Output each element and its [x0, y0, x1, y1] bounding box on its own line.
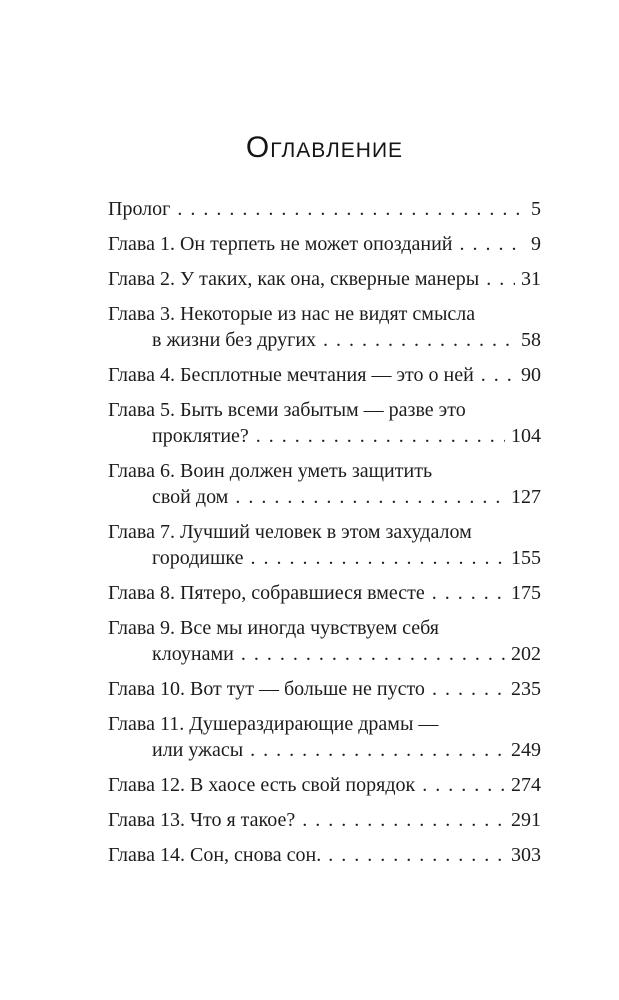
toc-entry-line: Глава 3. Некоторые из нас не видят смысла [108, 303, 476, 325]
toc-entry-label: Глава 8. Пятеро, собравшиеся вместе [108, 582, 425, 604]
toc-entry [108, 397, 541, 449]
toc-entry-label: Пролог [108, 198, 171, 220]
toc-entry-line: Глава 11. Душераздирающие драмы — [108, 713, 439, 735]
toc-entry-last-line [108, 772, 541, 798]
toc-entry-last-line [108, 423, 541, 449]
toc-entry-line: Глава 6. Воин должен уметь защитить [108, 460, 433, 482]
dot-leader [241, 641, 505, 667]
dot-leader [177, 196, 525, 222]
toc-entry-line: Глава 7. Лучший человек в этом захудалом [108, 521, 472, 543]
toc-entry-label: Глава 14. Сон, снова сон. [108, 844, 322, 866]
toc-entry-line: Глава 5. Быть всеми забытым — разве это [108, 399, 466, 421]
toc-entry-label: проклятие? [152, 425, 249, 447]
dot-leader [302, 807, 505, 833]
page-number: 58 [521, 329, 541, 351]
toc-entry-last-line [108, 737, 541, 763]
toc-entry [108, 196, 541, 222]
toc-entry-label: Глава 12. В хаосе есть свой порядок [108, 774, 416, 796]
toc-entry-last-line [108, 676, 541, 702]
toc-entry-last-line [108, 807, 541, 833]
toc-entry [108, 807, 541, 833]
page-number: 202 [511, 643, 541, 665]
toc-entry [108, 301, 541, 353]
toc-entry-label: Глава 2. У таких, как она, скверные манеры [108, 268, 480, 290]
page-number: 90 [521, 364, 541, 386]
dot-leader [250, 737, 505, 763]
toc-entry-label: Глава 13. Что я такое? [108, 809, 296, 831]
toc-entry [108, 772, 541, 798]
toc-entry [108, 615, 541, 667]
toc-entry-label: городишке [152, 547, 244, 569]
page-number: 127 [511, 486, 541, 508]
toc-entry-label: Глава 4. Бесплотные мечтания — это о ней [108, 364, 474, 386]
toc-entry-label: Глава 1. Он терпеть не может опозданий [108, 233, 453, 255]
page-number: 31 [521, 268, 541, 290]
toc-entry [108, 519, 541, 571]
toc-entry-last-line [108, 842, 541, 868]
dot-leader [460, 231, 526, 257]
toc-entry-label: свой дом [152, 486, 229, 508]
toc-entry-last-line [108, 231, 541, 257]
toc-entry-last-line [108, 484, 541, 510]
dot-leader [323, 327, 515, 353]
dot-leader [481, 362, 515, 388]
toc-entry-last-line [108, 196, 541, 222]
page-number: 235 [511, 678, 541, 700]
page-number: 155 [511, 547, 541, 569]
page-number: 249 [511, 739, 541, 761]
page-title: Оглавление [245, 131, 404, 165]
page-number: 291 [511, 809, 541, 831]
dot-leader [486, 266, 515, 292]
toc-entry-label: в жизни без других [152, 329, 317, 351]
toc-entry-last-line [108, 641, 541, 667]
toc-entry-label: или ужасы [152, 739, 244, 761]
dot-leader [328, 842, 505, 868]
toc-entry-label: клоунами [152, 643, 234, 665]
toc-entry [108, 711, 541, 763]
page-number: 274 [511, 774, 541, 796]
toc-entry-last-line [108, 362, 541, 388]
page-number: 104 [511, 425, 541, 447]
page-number: 303 [511, 844, 541, 866]
toc-entry-last-line [108, 580, 541, 606]
dot-leader [432, 580, 505, 606]
dot-leader [256, 423, 505, 449]
page-number: 175 [511, 582, 541, 604]
table-of-contents [108, 196, 541, 877]
dot-leader [235, 484, 505, 510]
toc-entry [108, 266, 541, 292]
toc-entry [108, 231, 541, 257]
toc-entry-last-line [108, 327, 541, 353]
dot-leader [432, 676, 505, 702]
toc-entry-label: Глава 10. Вот тут — больше не пусто [108, 678, 425, 700]
page-number: 9 [531, 233, 541, 255]
toc-entry [108, 842, 541, 868]
toc-entry [108, 580, 541, 606]
page-number: 5 [531, 198, 541, 220]
toc-entry-last-line [108, 266, 541, 292]
toc-entry [108, 458, 541, 510]
toc-entry [108, 362, 541, 388]
dot-leader [251, 545, 505, 571]
toc-entry-line: Глава 9. Все мы иногда чувствуем себя [108, 617, 439, 639]
toc-entry-last-line [108, 545, 541, 571]
toc-entry [108, 676, 541, 702]
dot-leader [422, 772, 505, 798]
